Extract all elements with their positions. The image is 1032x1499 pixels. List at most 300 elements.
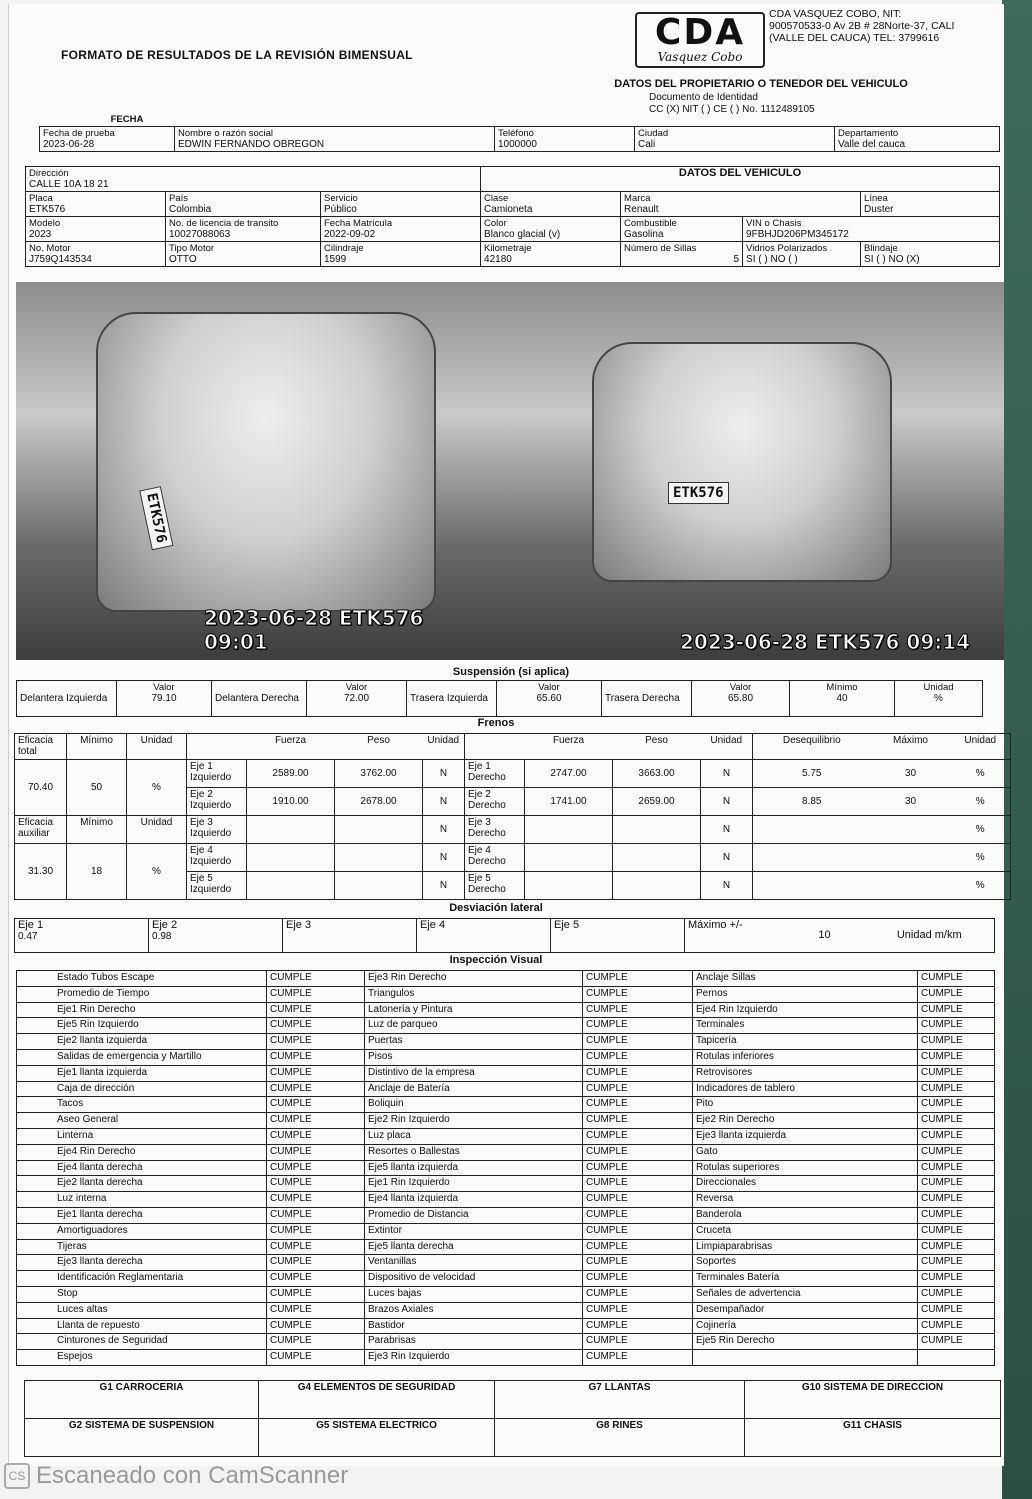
inspeccion-result: CUMPLE bbox=[583, 1065, 693, 1081]
susp-value-cell bbox=[117, 681, 212, 717]
inspeccion-row bbox=[17, 1302, 995, 1318]
inspeccion-item: Cinturones de Seguridad bbox=[17, 1334, 267, 1350]
susp-value-cell bbox=[307, 681, 407, 717]
inspeccion-item: Gato bbox=[693, 1144, 918, 1160]
inspeccion-result: CUMPLE bbox=[583, 986, 693, 1002]
desviacion-eje-label: Eje 3 bbox=[286, 919, 312, 931]
eje-right-fuerza bbox=[525, 816, 613, 844]
inspeccion-row bbox=[17, 1223, 995, 1239]
eje-left-label: Eje 2 Izquierdo bbox=[187, 788, 247, 816]
eje-left-unidad: N bbox=[423, 760, 465, 788]
color-cell bbox=[481, 217, 621, 242]
matricula-cell bbox=[321, 217, 481, 242]
inspeccion-result: CUMPLE bbox=[583, 1255, 693, 1271]
susp-value: 65.60 bbox=[536, 693, 562, 704]
direccion-cell bbox=[26, 167, 481, 192]
marca-value: Renault bbox=[624, 204, 659, 215]
inspeccion-result: CUMPLE bbox=[918, 1318, 995, 1334]
company-info bbox=[769, 8, 999, 44]
eje-left-unidad: N bbox=[423, 872, 465, 900]
linea-label: Línea bbox=[864, 193, 888, 204]
inspeccion-result: CUMPLE bbox=[583, 1034, 693, 1050]
inspeccion-result: CUMPLE bbox=[918, 1034, 995, 1050]
tipomotor-label: Tipo Motor bbox=[169, 243, 215, 254]
inspeccion-item: Dispositivo de velocidad bbox=[365, 1271, 583, 1287]
susp-name: Trasera Izquierda bbox=[407, 681, 497, 717]
suspension-section-title: Suspensión (si aplica) bbox=[452, 666, 570, 678]
inspeccion-result bbox=[918, 1350, 995, 1366]
eficacia-aux-value: 31.30 bbox=[15, 844, 67, 900]
eje-right-fuerza: 1741.00 bbox=[525, 788, 613, 816]
cilindraje-label: Cilindraje bbox=[324, 243, 364, 254]
eje-right-label: Eje 3 Derecho bbox=[465, 816, 525, 844]
inspeccion-item: Distintivo de la empresa bbox=[365, 1065, 583, 1081]
susp-unidad-value: % bbox=[934, 693, 943, 704]
inspeccion-result: CUMPLE bbox=[267, 1176, 365, 1192]
departamento-value: Valle del cauca bbox=[838, 139, 906, 150]
inspeccion-result: CUMPLE bbox=[583, 1286, 693, 1302]
car-front-image bbox=[96, 312, 436, 612]
fuerza-header: Fuerza bbox=[525, 734, 613, 760]
inspeccion-item: Luces altas bbox=[17, 1302, 267, 1318]
unidad-header: Unidad bbox=[423, 734, 465, 760]
inspeccion-result: CUMPLE bbox=[583, 1239, 693, 1255]
inspeccion-result: CUMPLE bbox=[583, 1176, 693, 1192]
unit-total-value: % bbox=[127, 760, 187, 816]
inspeccion-result: CUMPLE bbox=[918, 986, 995, 1002]
inspeccion-result: CUMPLE bbox=[583, 1113, 693, 1129]
fecha-cell bbox=[40, 127, 175, 152]
departamento-cell bbox=[835, 127, 1000, 152]
inspeccion-item bbox=[693, 1350, 918, 1366]
maximo-value: 30 bbox=[871, 760, 951, 788]
inspeccion-table bbox=[16, 970, 995, 1366]
inspeccion-item: Eje4 Rin Izquierdo bbox=[693, 1002, 918, 1018]
inspeccion-result: CUMPLE bbox=[267, 1018, 365, 1034]
eje-right-peso: 2659.00 bbox=[613, 788, 701, 816]
inspeccion-item: Eje3 Rin Izquierdo bbox=[365, 1350, 583, 1366]
eje-right-unidad: N bbox=[701, 872, 753, 900]
eje-left-unidad: N bbox=[423, 816, 465, 844]
desequilibrio-value bbox=[753, 872, 871, 900]
marca-label: Marca bbox=[624, 193, 651, 204]
desequilibrio-value bbox=[753, 816, 871, 844]
vin-value: 9FBHJD206PM345172 bbox=[746, 229, 849, 240]
placa-label: Placa bbox=[29, 193, 53, 204]
inspeccion-result: CUMPLE bbox=[918, 1192, 995, 1208]
inspeccion-item: Eje1 llanta derecha bbox=[17, 1207, 267, 1223]
inspeccion-item: Terminales bbox=[693, 1018, 918, 1034]
eje-right-fuerza bbox=[525, 872, 613, 900]
inspeccion-row bbox=[17, 1049, 995, 1065]
inspeccion-result: CUMPLE bbox=[918, 1128, 995, 1144]
vin-cell bbox=[743, 217, 1000, 242]
inspeccion-item: Retrovisores bbox=[693, 1065, 918, 1081]
inspeccion-item: Promedio de Tiempo bbox=[17, 986, 267, 1002]
inspeccion-item: Direccionales bbox=[693, 1176, 918, 1192]
susp-name: Trasera Derecha bbox=[602, 681, 692, 717]
modelo-value: 2023 bbox=[29, 229, 52, 240]
frenos-section-title: Frenos bbox=[477, 717, 515, 729]
group-g8: G8 RINES bbox=[495, 1419, 745, 1457]
inspeccion-result: CUMPLE bbox=[918, 1334, 995, 1350]
kilometraje-value: 42180 bbox=[484, 254, 512, 265]
inspeccion-item: Amortiguadores bbox=[17, 1223, 267, 1239]
inspeccion-row bbox=[17, 1097, 995, 1113]
suspension-table bbox=[16, 680, 983, 717]
desviacion-eje-cell bbox=[15, 919, 149, 953]
linea-value: Duster bbox=[864, 204, 894, 215]
inspeccion-item: Eje1 llanta izquierda bbox=[17, 1065, 267, 1081]
inspeccion-row bbox=[17, 1239, 995, 1255]
linea-cell bbox=[861, 192, 1000, 217]
unit-aux-value: % bbox=[127, 844, 187, 900]
vehicle-section-title: DATOS DEL VEHICULO bbox=[678, 167, 802, 179]
inspeccion-result: CUMPLE bbox=[918, 1286, 995, 1302]
inspeccion-result: CUMPLE bbox=[918, 1223, 995, 1239]
eje-left-label: Eje 5 Izquierdo bbox=[187, 872, 247, 900]
inspeccion-result: CUMPLE bbox=[918, 1255, 995, 1271]
rear-photo bbox=[492, 282, 1004, 660]
inspeccion-result: CUMPLE bbox=[267, 1081, 365, 1097]
inspeccion-item: Anclaje Sillas bbox=[693, 971, 918, 987]
eje-left-fuerza bbox=[247, 844, 335, 872]
inspeccion-result: CUMPLE bbox=[267, 1113, 365, 1129]
inspeccion-item: Eje2 llanta derecha bbox=[17, 1176, 267, 1192]
inspeccion-result: CUMPLE bbox=[267, 1223, 365, 1239]
eje-left-unidad: N bbox=[423, 844, 465, 872]
servicio-label: Servicio bbox=[324, 193, 358, 204]
inspeccion-row bbox=[17, 1034, 995, 1050]
unidad-header: Unidad bbox=[701, 734, 753, 760]
inspeccion-result: CUMPLE bbox=[583, 1002, 693, 1018]
inspeccion-result: CUMPLE bbox=[918, 1002, 995, 1018]
documento-identidad bbox=[649, 92, 815, 116]
vidrios-value: SI ( ) NO ( ) bbox=[746, 254, 798, 265]
inspeccion-result: CUMPLE bbox=[583, 1207, 693, 1223]
ciudad-value: Cali bbox=[638, 139, 656, 150]
eje-left-peso: 3762.00 bbox=[335, 760, 423, 788]
pais-cell bbox=[166, 192, 321, 217]
inspeccion-item: Llanta de repuesto bbox=[17, 1318, 267, 1334]
inspeccion-item: Espejos bbox=[17, 1350, 267, 1366]
eficacia-total-value: 70.40 bbox=[15, 760, 67, 816]
documento-label: Documento de Identidad bbox=[649, 92, 758, 103]
inspeccion-item: Extintor bbox=[365, 1223, 583, 1239]
inspeccion-item: Ventanillas bbox=[365, 1255, 583, 1271]
kilometraje-label: Kilometraje bbox=[484, 243, 532, 254]
group-g7: G7 LLANTAS bbox=[495, 1381, 745, 1419]
groups-table bbox=[24, 1380, 1001, 1457]
group-g10: G10 SISTEMA DE DIRECCION bbox=[745, 1381, 1001, 1419]
company-line: 900570533-0 Av 2B # 28Norte-37, CALI bbox=[769, 20, 955, 32]
desviacion-maximo-value: 10 bbox=[785, 919, 865, 953]
inspeccion-result: CUMPLE bbox=[583, 1350, 693, 1366]
susp-value-label: Valor bbox=[538, 682, 560, 693]
susp-minimo-label: Mínimo bbox=[826, 682, 858, 693]
desequilibrio-header: Desequilibrio bbox=[753, 734, 871, 760]
inspeccion-result: CUMPLE bbox=[267, 1255, 365, 1271]
owner-section-title: DATOS DEL PROPIETARIO O TENEDOR DEL VEHICULO bbox=[614, 78, 908, 90]
maximo-value bbox=[871, 844, 951, 872]
inspeccion-item: Rotulas inferiores bbox=[693, 1049, 918, 1065]
inspeccion-item: Señales de advertencia bbox=[693, 1286, 918, 1302]
eje-left-label: Eje 4 Izquierdo bbox=[187, 844, 247, 872]
inspeccion-row bbox=[17, 1271, 995, 1287]
eje-left-fuerza bbox=[247, 816, 335, 844]
eje-right-fuerza: 2747.00 bbox=[525, 760, 613, 788]
inspeccion-result: CUMPLE bbox=[267, 1144, 365, 1160]
desviacion-eje-cell bbox=[149, 919, 283, 953]
inspeccion-item: Soportes bbox=[693, 1255, 918, 1271]
vehicle-section-cell bbox=[481, 167, 1000, 192]
eje-left-peso bbox=[335, 816, 423, 844]
inspeccion-result: CUMPLE bbox=[583, 1271, 693, 1287]
unidad-value: % bbox=[951, 844, 1011, 872]
inspeccion-result: CUMPLE bbox=[583, 1223, 693, 1239]
inspeccion-item: Promedio de Distancia bbox=[365, 1207, 583, 1223]
company-line: (VALLE DEL CAUCA) TEL: 3799616 bbox=[769, 32, 940, 44]
maximo-header: Máximo bbox=[871, 734, 951, 760]
desviacion-eje-label: Eje 4 bbox=[420, 919, 446, 931]
inspeccion-result: CUMPLE bbox=[918, 1097, 995, 1113]
eje-right-peso bbox=[613, 844, 701, 872]
unidad-value: % bbox=[951, 788, 1011, 816]
inspeccion-result: CUMPLE bbox=[267, 1002, 365, 1018]
eje-right-label: Eje 5 Derecho bbox=[465, 872, 525, 900]
eje-right-unidad: N bbox=[701, 788, 753, 816]
frenos-table bbox=[14, 733, 1011, 900]
desviacion-eje-label: Eje 5 bbox=[554, 919, 580, 931]
eje-left-peso: 2678.00 bbox=[335, 788, 423, 816]
inspeccion-item: Salidas de emergencia y Martillo bbox=[17, 1049, 267, 1065]
group-g5: G5 SISTEMA ELECTRICO bbox=[259, 1419, 495, 1457]
inspeccion-item: Puertas bbox=[365, 1034, 583, 1050]
susp-name: Delantera Izquierda bbox=[17, 681, 117, 717]
inspeccion-result: CUMPLE bbox=[267, 986, 365, 1002]
blindaje-label: Blindaje bbox=[864, 243, 898, 254]
inspeccion-item: Cojinería bbox=[693, 1318, 918, 1334]
inspeccion-item: Resortes o Ballestas bbox=[365, 1144, 583, 1160]
inspeccion-item: Eje3 llanta izquierda bbox=[693, 1128, 918, 1144]
inspeccion-row bbox=[17, 1255, 995, 1271]
peso-header: Peso bbox=[613, 734, 701, 760]
placa-value: ETK576 bbox=[29, 204, 66, 215]
inspeccion-result: CUMPLE bbox=[918, 1144, 995, 1160]
eje-left-label: Eje 3 Izquierdo bbox=[187, 816, 247, 844]
eje-right-peso bbox=[613, 872, 701, 900]
inspeccion-result: CUMPLE bbox=[267, 1286, 365, 1302]
inspeccion-item: Eje5 llanta derecha bbox=[365, 1239, 583, 1255]
minimo-header: Mínimo bbox=[67, 734, 127, 760]
inspeccion-item: Eje5 llanta izquierda bbox=[365, 1160, 583, 1176]
clase-cell bbox=[481, 192, 621, 217]
inspeccion-item: Eje4 Rin Derecho bbox=[17, 1144, 267, 1160]
group-g1: G1 CARROCERIA bbox=[25, 1381, 259, 1419]
maximo-value: 30 bbox=[871, 788, 951, 816]
pais-value: Colombia bbox=[169, 204, 212, 215]
inspeccion-result: CUMPLE bbox=[583, 1318, 693, 1334]
inspeccion-item: Tacos bbox=[17, 1097, 267, 1113]
modelo-cell bbox=[26, 217, 166, 242]
fuerza-header: Fuerza bbox=[247, 734, 335, 760]
group-g2: G2 SISTEMA DE SUSPENSION bbox=[25, 1419, 259, 1457]
kilometraje-cell bbox=[481, 242, 621, 267]
peso-header: Peso bbox=[335, 734, 423, 760]
inspeccion-result: CUMPLE bbox=[267, 1350, 365, 1366]
inspeccion-result: CUMPLE bbox=[918, 1049, 995, 1065]
susp-minimo-cell bbox=[790, 681, 895, 717]
inspeccion-item: Cruceta bbox=[693, 1223, 918, 1239]
licencia-label: No. de licencia de transito bbox=[169, 218, 279, 229]
desequilibrio-value bbox=[753, 844, 871, 872]
inspeccion-item: Pernos bbox=[693, 986, 918, 1002]
desviacion-eje-value: 0.98 bbox=[152, 931, 172, 942]
clase-label: Clase bbox=[484, 193, 509, 204]
inspeccion-result: CUMPLE bbox=[583, 1302, 693, 1318]
inspeccion-result: CUMPLE bbox=[583, 1081, 693, 1097]
camscanner-icon: CS bbox=[4, 1463, 30, 1489]
inspeccion-item: Luz interna bbox=[17, 1192, 267, 1208]
ciudad-label: Ciudad bbox=[638, 128, 669, 139]
inspeccion-item: Caja de dirección bbox=[17, 1081, 267, 1097]
sillas-cell bbox=[621, 242, 743, 267]
inspeccion-row bbox=[17, 1002, 995, 1018]
marca-cell bbox=[621, 192, 861, 217]
vehicle-photos bbox=[8, 282, 1004, 660]
inspeccion-item: Aseo General bbox=[17, 1113, 267, 1129]
unidad-value: % bbox=[951, 760, 1011, 788]
telefono-value: 1000000 bbox=[498, 139, 537, 150]
inspeccion-result: CUMPLE bbox=[918, 1302, 995, 1318]
fecha-section-title: FECHA bbox=[110, 114, 144, 125]
inspeccion-result: CUMPLE bbox=[583, 971, 693, 987]
licencia-value: 10027088063 bbox=[169, 229, 231, 240]
maximo-value bbox=[871, 872, 951, 900]
desviacion-maximo-label: Máximo +/- bbox=[685, 919, 785, 953]
fecha-value: 2023-06-28 bbox=[43, 139, 95, 150]
inspeccion-item: Indicadores de tablero bbox=[693, 1081, 918, 1097]
inspeccion-result: CUMPLE bbox=[267, 1065, 365, 1081]
inspeccion-row bbox=[17, 1286, 995, 1302]
minimo-header: Mínimo bbox=[67, 816, 127, 844]
inspeccion-item: Luz de parqueo bbox=[365, 1018, 583, 1034]
camscanner-footer bbox=[4, 1462, 348, 1490]
inspeccion-item: Luces bajas bbox=[365, 1286, 583, 1302]
eje-left-fuerza bbox=[247, 872, 335, 900]
susp-value: 79.10 bbox=[151, 693, 177, 704]
documento-value: CC (X) NIT ( ) CE ( ) No. 1112489105 bbox=[649, 104, 815, 115]
desviacion-unidad: Unidad m/km bbox=[865, 919, 995, 953]
eficacia-aux-header: Eficacia auxiliar bbox=[15, 816, 67, 844]
min-total-value: 50 bbox=[67, 760, 127, 816]
blindaje-cell bbox=[861, 242, 1000, 267]
direccion-value: CALLE 10A 18 21 bbox=[29, 179, 109, 190]
susp-unidad-label: Unidad bbox=[923, 682, 954, 693]
inspeccion-item: Tijeras bbox=[17, 1239, 267, 1255]
eje-right-label: Eje 1 Derecho bbox=[465, 760, 525, 788]
inspeccion-row bbox=[17, 971, 995, 987]
blindaje-value: SI ( ) NO (X) bbox=[864, 254, 920, 265]
desequilibrio-value: 5.75 bbox=[753, 760, 871, 788]
unidad-value: % bbox=[951, 816, 1011, 844]
inspeccion-result: CUMPLE bbox=[918, 971, 995, 987]
combustible-cell bbox=[621, 217, 743, 242]
inspeccion-result: CUMPLE bbox=[267, 1302, 365, 1318]
telefono-cell bbox=[495, 127, 635, 152]
susp-value: 65.80 bbox=[727, 693, 754, 704]
inspeccion-row bbox=[17, 1144, 995, 1160]
inspeccion-row bbox=[17, 986, 995, 1002]
combustible-label: Combustible bbox=[624, 218, 677, 229]
owner-table bbox=[39, 94, 1000, 152]
susp-value: 72.00 bbox=[343, 693, 370, 704]
inspeccion-item: Parabrisas bbox=[365, 1334, 583, 1350]
motor-cell bbox=[26, 242, 166, 267]
inspeccion-result: CUMPLE bbox=[267, 1192, 365, 1208]
inspeccion-item: Eje4 llanta izquierda bbox=[365, 1192, 583, 1208]
matricula-label: Fecha Matrícula bbox=[324, 218, 393, 229]
inspeccion-item: Reversa bbox=[693, 1192, 918, 1208]
logo-sub-text: Vasquez Cobo bbox=[657, 50, 743, 64]
susp-name: Delantera Derecha bbox=[212, 681, 307, 717]
inspeccion-result: CUMPLE bbox=[583, 1144, 693, 1160]
inspeccion-row bbox=[17, 1128, 995, 1144]
susp-value-label: Valor bbox=[153, 682, 175, 693]
inspeccion-row bbox=[17, 1081, 995, 1097]
inspeccion-item: Eje5 Rin Derecho bbox=[693, 1334, 918, 1350]
inspeccion-item: Eje5 Rin Izquierdo bbox=[17, 1018, 267, 1034]
group-g11: G11 CHASIS bbox=[745, 1419, 1001, 1457]
departamento-label: Departamento bbox=[838, 128, 899, 139]
inspeccion-row bbox=[17, 1176, 995, 1192]
eje-left-fuerza: 2589.00 bbox=[247, 760, 335, 788]
inspeccion-result: CUMPLE bbox=[918, 1271, 995, 1287]
inspeccion-result: CUMPLE bbox=[267, 1097, 365, 1113]
nombre-value: EDWIN FERNANDO OBREGON bbox=[178, 139, 325, 150]
telefono-label: Teléfono bbox=[498, 128, 534, 139]
inspeccion-item: Eje2 Rin Derecho bbox=[693, 1113, 918, 1129]
inspeccion-item: Eje1 Rin Derecho bbox=[17, 1002, 267, 1018]
motor-value: J759Q143534 bbox=[29, 254, 92, 265]
inspeccion-result: CUMPLE bbox=[918, 1065, 995, 1081]
sillas-value: 5 bbox=[733, 254, 740, 265]
inspeccion-item: Latonería y Pintura bbox=[365, 1002, 583, 1018]
document-title: FORMATO DE RESULTADOS DE LA REVISIÓN BIMENSUAL bbox=[61, 48, 413, 62]
eje-left-fuerza: 1910.00 bbox=[247, 788, 335, 816]
inspeccion-result: CUMPLE bbox=[267, 1160, 365, 1176]
inspeccion-item: Anclaje de Batería bbox=[365, 1081, 583, 1097]
eje-right-unidad: N bbox=[701, 760, 753, 788]
desviacion-eje-cell bbox=[283, 919, 417, 953]
inspeccion-row bbox=[17, 1207, 995, 1223]
vidrios-cell bbox=[743, 242, 861, 267]
inspeccion-result: CUMPLE bbox=[918, 1239, 995, 1255]
unidad-header: Unidad bbox=[127, 734, 187, 760]
inspeccion-item: Triangulos bbox=[365, 986, 583, 1002]
group-g4: G4 ELEMENTOS DE SEGURIDAD bbox=[259, 1381, 495, 1419]
inspeccion-item: Eje4 llanta derecha bbox=[17, 1160, 267, 1176]
rear-plate: ETK576 bbox=[668, 482, 729, 504]
nombre-cell bbox=[175, 127, 495, 152]
inspeccion-result: CUMPLE bbox=[918, 1160, 995, 1176]
inspeccion-result: CUMPLE bbox=[583, 1160, 693, 1176]
inspeccion-result: CUMPLE bbox=[918, 1081, 995, 1097]
desequilibrio-value: 8.85 bbox=[753, 788, 871, 816]
inspeccion-item: Limpiaparabrisas bbox=[693, 1239, 918, 1255]
ciudad-cell bbox=[635, 127, 835, 152]
eje-right-peso: 3663.00 bbox=[613, 760, 701, 788]
